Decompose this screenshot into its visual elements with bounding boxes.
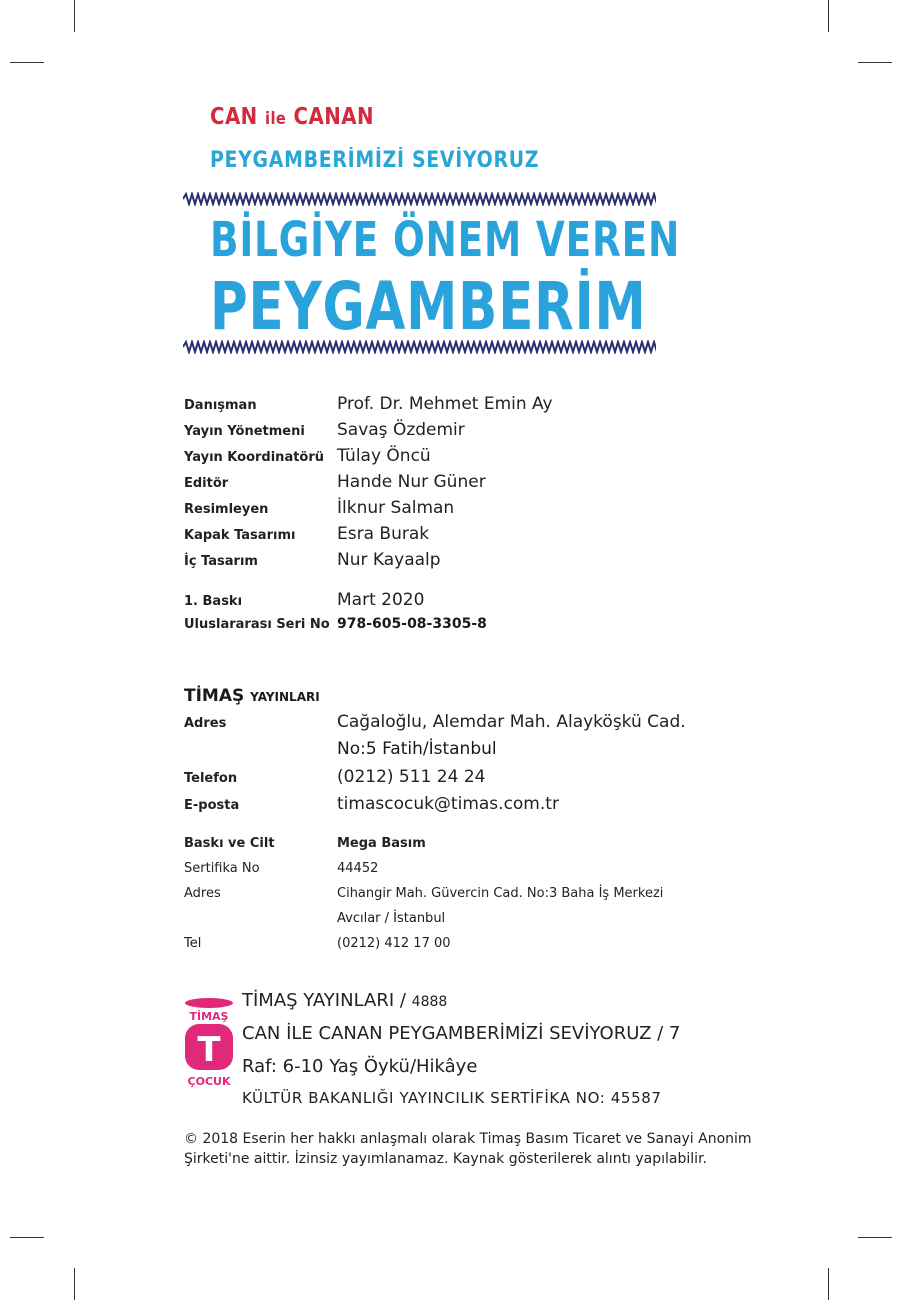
crop-mark bbox=[10, 1237, 44, 1238]
edition-value: Mart 2020 bbox=[337, 590, 425, 610]
edition-row bbox=[184, 590, 553, 616]
credit-row bbox=[184, 498, 553, 524]
credit-label: İç Tasarım bbox=[184, 554, 258, 569]
svg-text:T: T bbox=[197, 1030, 221, 1070]
email-value: timascocuk@timas.com.tr bbox=[337, 794, 559, 814]
credit-value: Nur Kayaalp bbox=[337, 550, 441, 570]
wavy-line-bottom bbox=[183, 340, 656, 354]
credit-value: Esra Burak bbox=[337, 524, 430, 544]
address-label: Adres bbox=[184, 716, 227, 731]
publisher-info bbox=[184, 686, 686, 821]
credit-row bbox=[184, 550, 553, 576]
catalog-publisher bbox=[242, 990, 680, 1023]
credit-value: İlknur Salman bbox=[337, 498, 455, 518]
svg-text:ÇOCUK: ÇOCUK bbox=[187, 1075, 231, 1088]
credit-label: Yayın Yönetmeni bbox=[184, 424, 305, 439]
printer-address-row bbox=[184, 886, 663, 911]
series-name-ile: ile bbox=[264, 109, 287, 129]
catalog-certificate: KÜLTÜR BAKANLIĞI YAYINCILIK SERTİFİKA NO: 45587 bbox=[242, 1089, 662, 1107]
publisher-name-main: TİMAŞ bbox=[184, 686, 245, 706]
wavy-line-top bbox=[183, 192, 656, 206]
credit-value: Hande Nur Güner bbox=[337, 472, 486, 492]
series-name bbox=[210, 104, 374, 130]
crop-mark bbox=[858, 1237, 892, 1238]
credit-row bbox=[184, 420, 553, 446]
credit-label: Kapak Tasarımı bbox=[184, 528, 296, 543]
book-title-line2: PEYGAMBERİM bbox=[210, 268, 647, 345]
isbn-label: Uluslararası Seri No bbox=[184, 617, 330, 632]
isbn-value: 978-605-08-3305-8 bbox=[337, 616, 487, 632]
phone-label: Telefon bbox=[184, 771, 238, 786]
printer-tel-value: (0212) 412 17 00 bbox=[337, 936, 451, 951]
book-title-line1: BİLGİYE ÖNEM VEREN bbox=[210, 212, 681, 268]
printer-cert-value: 44452 bbox=[337, 861, 379, 876]
publisher-name bbox=[184, 686, 686, 706]
credit-label: Yayın Koordinatörü bbox=[184, 450, 325, 465]
crop-mark bbox=[10, 62, 44, 63]
credit-row bbox=[184, 446, 553, 472]
address-line2: No:5 Fatih/İstanbul bbox=[337, 739, 497, 759]
publisher-address-row bbox=[184, 712, 686, 739]
svg-text:TİMAŞ: TİMAŞ bbox=[189, 1010, 229, 1023]
copyright-notice: © 2018 Eserin her hakkı anlaşmalı olarak Timaş Basım Ticaret ve Sanayi Anonim Şirketi'ne aittir. İzinsiz yayımlanamaz. Kaynak gösterilerek alıntı yapılabilir. bbox=[184, 1131, 752, 1167]
series-name-can: CAN bbox=[210, 104, 258, 130]
printer-tel-row bbox=[184, 936, 663, 961]
phone-value: (0212) 511 24 24 bbox=[337, 767, 486, 787]
edition-label: 1. Baskı bbox=[184, 594, 243, 609]
printer-label: Baskı ve Cilt bbox=[184, 836, 275, 851]
catalog-publisher-name: TİMAŞ YAYINLARI / bbox=[242, 990, 412, 1011]
printer-row bbox=[184, 836, 663, 861]
phone-row bbox=[184, 767, 686, 794]
publisher-name-suffix: YAYINLARI bbox=[250, 690, 320, 704]
credit-value: Prof. Dr. Mehmet Emin Ay bbox=[337, 394, 553, 414]
catalog-shelf: Raf: 6-10 Yaş Öykü/Hikâye bbox=[242, 1056, 478, 1077]
credit-value: Tülay Öncü bbox=[337, 446, 431, 466]
address-line1: Cağaloğlu, Alemdar Mah. Alayköşkü Cad. bbox=[337, 712, 686, 732]
catalog-info bbox=[242, 990, 680, 1122]
printer-address-label: Adres bbox=[184, 886, 221, 901]
email-row bbox=[184, 794, 686, 821]
printer-value: Mega Basım bbox=[337, 836, 426, 851]
isbn-row bbox=[184, 616, 553, 642]
credit-row bbox=[184, 394, 553, 420]
crop-mark bbox=[74, 1268, 75, 1300]
printer-tel-label: Tel bbox=[184, 936, 202, 951]
credit-row bbox=[184, 524, 553, 550]
crop-mark bbox=[858, 62, 892, 63]
crop-mark bbox=[828, 1268, 829, 1300]
credits-list bbox=[184, 394, 553, 642]
series-subtitle: PEYGAMBERİMİZİ SEVİYORUZ bbox=[210, 148, 540, 173]
credit-label: Resimleyen bbox=[184, 502, 269, 517]
catalog-publisher-number: 4888 bbox=[411, 994, 448, 1010]
crop-mark bbox=[74, 0, 75, 32]
timas-cocuk-logo bbox=[182, 997, 236, 1089]
crop-mark bbox=[828, 0, 829, 32]
credit-value: Savaş Özdemir bbox=[337, 420, 465, 440]
printer-address-line1: Cihangir Mah. Güvercin Cad. No:3 Baha İş Merkezi bbox=[337, 886, 664, 901]
credit-row bbox=[184, 472, 553, 498]
email-label: E-posta bbox=[184, 798, 240, 813]
credit-label: Danışman bbox=[184, 398, 257, 413]
printer-cert-label: Sertifika No bbox=[184, 861, 260, 876]
credit-label: Editör bbox=[184, 476, 229, 491]
printing-info bbox=[184, 836, 663, 961]
series-name-canan: CANAN bbox=[293, 104, 374, 130]
printer-address-line2: Avcılar / İstanbul bbox=[337, 911, 446, 926]
printer-cert-row bbox=[184, 861, 663, 886]
catalog-series: CAN İLE CANAN PEYGAMBERİMİZİ SEVİYORUZ / 7 bbox=[242, 1023, 681, 1044]
